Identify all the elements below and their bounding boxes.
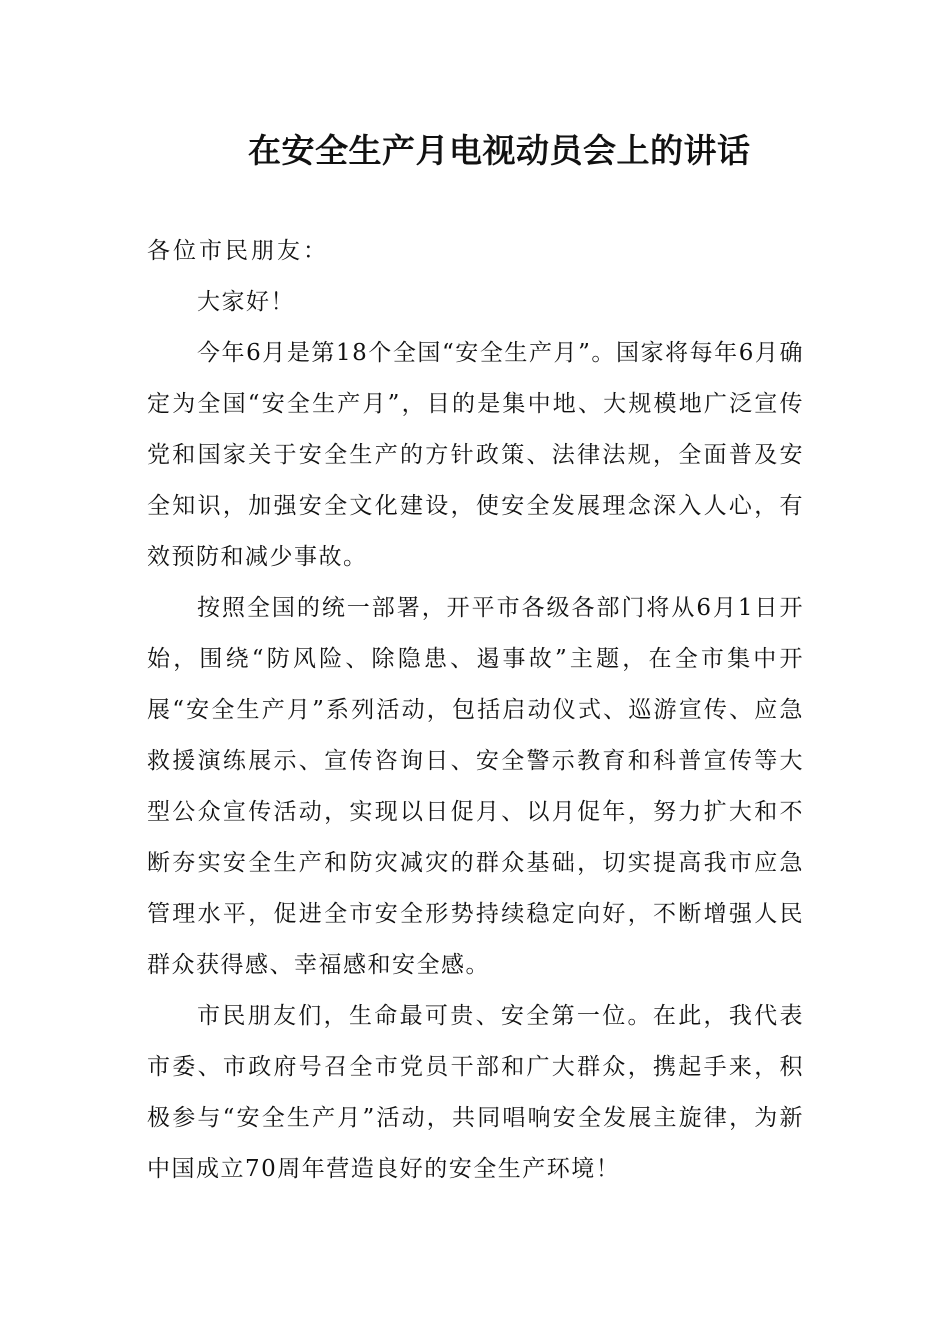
salutation: 各位市民朋友：	[147, 238, 329, 264]
document-title: 在安全生产月电视动员会上的讲话	[248, 131, 751, 170]
paragraph: 按照全国的统一部署，开平市各级各部门将从6月1日开始，围绕“防风险、除隐患、遏事故”主题，在全市集中开展“安全生产月”系列活动，包括启动仪式、巡游宣传、应急救援演练展示、宣传咨询日、安全警示教育和科普宣传等大型公众宣传活动，实现以日促月、以月促年，努力扩大和不断夯实安全生产和防灾减灾的群众基础，切实提高我市应急管理水平，促进全市安全形势持续稳定向好，不断增强人民群众获得感、幸福感和安全感。	[147, 595, 804, 978]
document-body	[147, 226, 804, 1195]
paragraph: 今年6月是第18个全国“安全生产月”。国家将每年6月确定为全国“安全生产月”，目的是集中地、大规模地广泛宣传党和国家关于安全生产的方针政策、法律法规，全面普及安全知识，加强安全文化建设，使安全发展理念深入人心，有效预防和减少事故。	[147, 340, 804, 570]
paragraph: 市民朋友们，生命最可贵、安全第一位。在此，我代表市委、市政府号召全市党员干部和广大群众，携起手来，积极参与“安全生产月”活动，共同唱响安全发展主旋律，为新中国成立70周年营造良好的安全生产环境！	[147, 1003, 804, 1182]
greeting: 大家好！	[197, 289, 295, 315]
